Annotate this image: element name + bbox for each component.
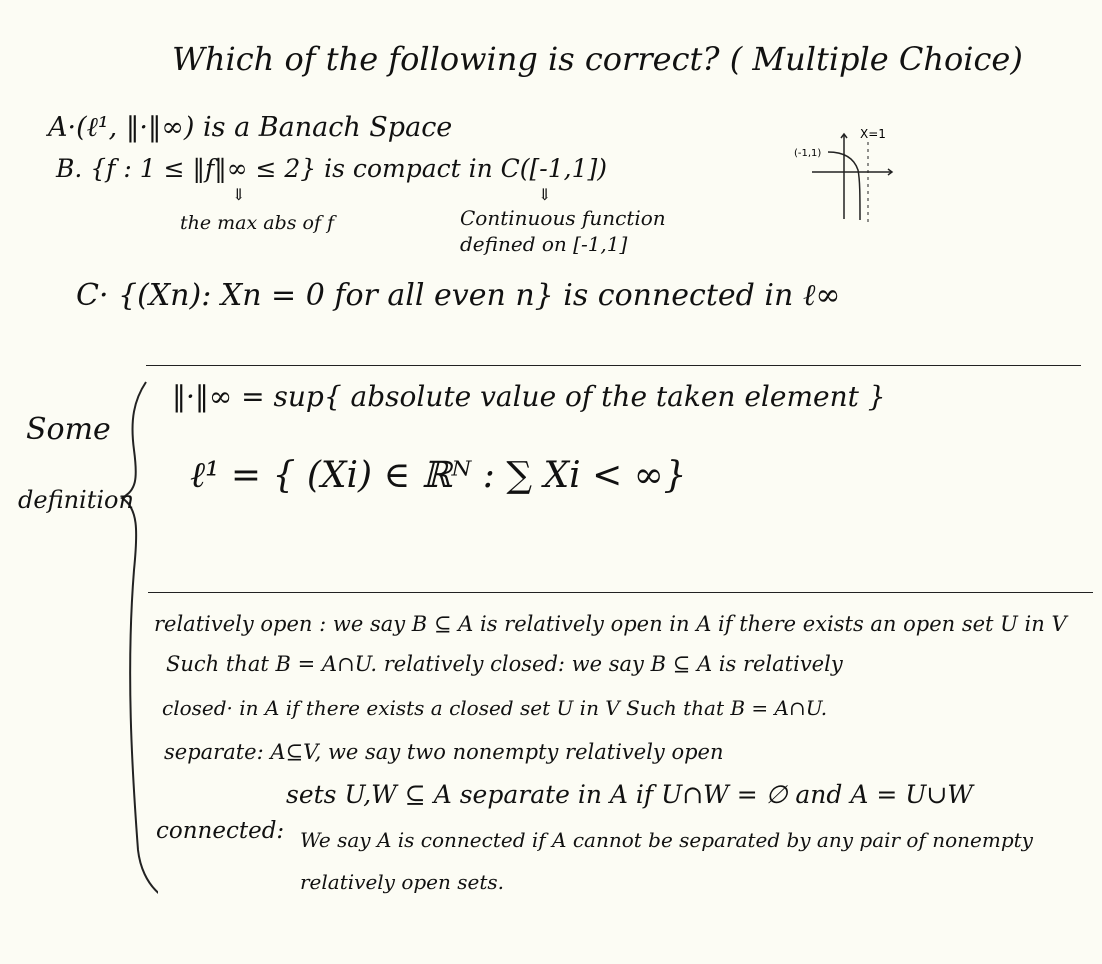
note-max-abs: the max abs of f xyxy=(180,212,335,234)
relatively-closed-definition-start: Such that B = A∩U. relatively closed: we say B ⊆ A is relatively xyxy=(166,652,843,676)
section-divider xyxy=(148,592,1093,593)
section-divider xyxy=(146,365,1081,366)
option-a: A·(ℓ¹, ‖·‖∞) is a Banach Space xyxy=(48,112,453,143)
sketch-point-label: (-1,1) xyxy=(794,148,822,159)
relatively-closed-definition-end: closed· in A if there exists a closed set U in V Such that B = A∩U. xyxy=(162,696,828,720)
side-label-definition: definition xyxy=(18,486,134,514)
note-arrow-down: ⇓ xyxy=(232,185,246,204)
side-label-some: Some xyxy=(26,412,111,447)
sup-norm-definition: ‖·‖∞ = sup{ absolute value of the taken element } xyxy=(172,380,886,413)
separate-definition-line2: sets U,W ⊆ A separate in A if U∩W = ∅ and A = U∪W xyxy=(286,780,973,809)
note-arrow-down: ⇓ xyxy=(538,185,552,204)
function-sketch xyxy=(792,124,902,234)
option-b: B. {f : 1 ≤ ‖f‖∞ ≤ 2} is compact in C([-1,1]) xyxy=(56,154,607,183)
connected-definition-line2: relatively open sets. xyxy=(300,870,505,894)
relatively-open-definition: relatively open : we say B ⊆ A is relatively open in A if there exists an open set U in V xyxy=(154,612,1067,636)
l1-space-definition: ℓ¹ = { (Xi) ∈ ℝᴺ : ∑ Xi < ∞} xyxy=(190,455,687,496)
connected-definition-line1: We say A is connected if A cannot be separated by any pair of nonempty xyxy=(300,828,1033,852)
definitions-brace xyxy=(108,380,158,910)
sketch-x1-label: X=1 xyxy=(860,127,886,141)
separate-definition-line1: separate: A⊆V, we say two nonempty relatively open xyxy=(164,740,724,764)
option-c: C· {(Xn): Xn = 0 for all even n} is connected in ℓ∞ xyxy=(76,278,841,313)
note-continuous-line1: Continuous function xyxy=(460,206,666,230)
connected-label: connected: xyxy=(156,818,285,844)
note-continuous-line2: defined on [-1,1] xyxy=(460,232,628,256)
question-title: Which of the following is correct? ( Multiple Choice) xyxy=(172,40,1023,78)
